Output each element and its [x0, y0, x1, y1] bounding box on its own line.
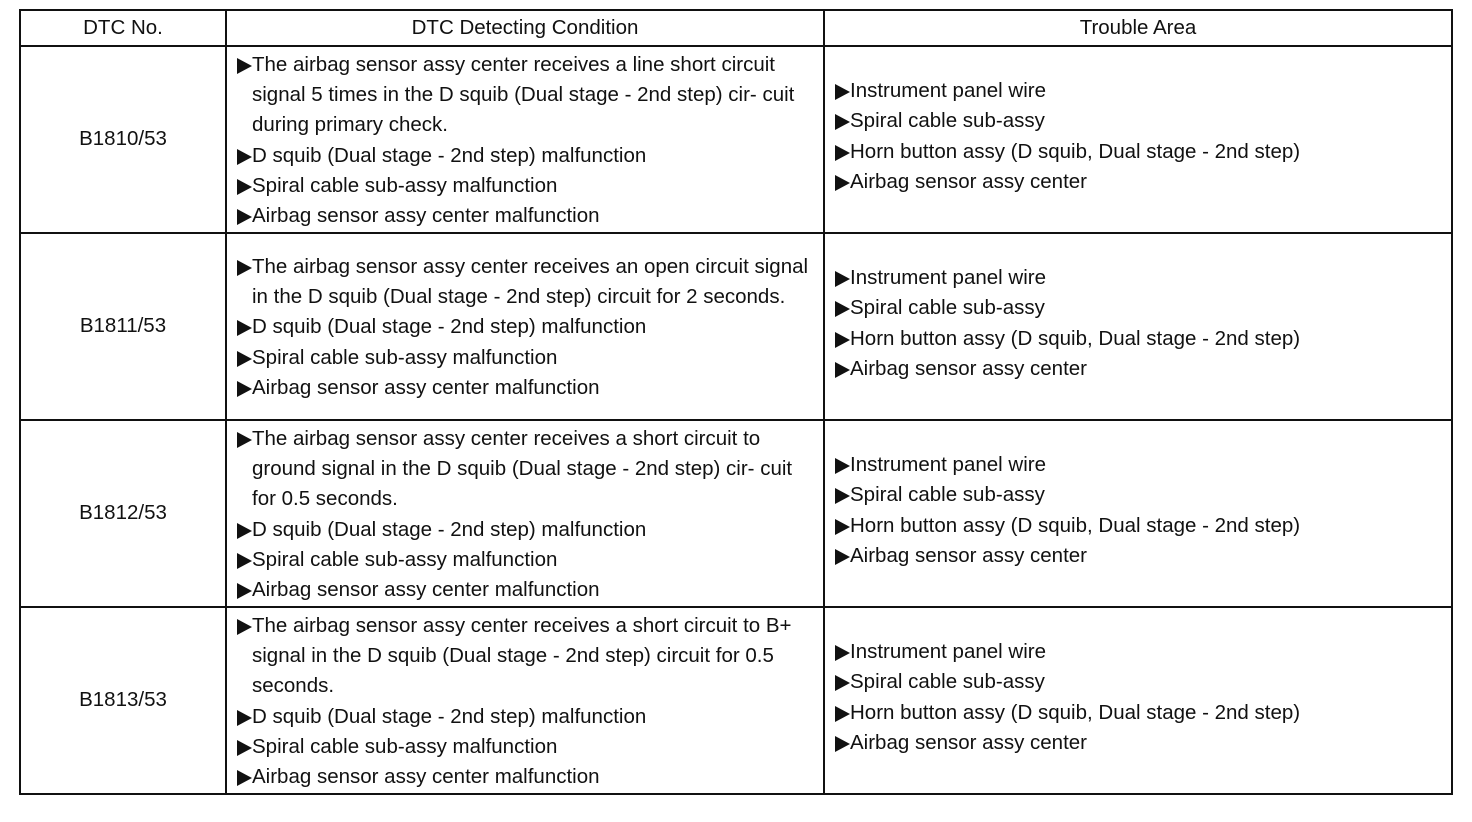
table-row — [20, 46, 1452, 233]
area-text: Horn button assy (D squib, Dual stage - 2nd step) — [850, 139, 1301, 163]
dtc-code: B1810/53 — [20, 46, 226, 233]
area-text: Spiral cable sub-assy — [850, 296, 1045, 320]
list-item — [835, 137, 1451, 167]
condition-text: Airbag sensor assy center malfunction — [252, 578, 600, 602]
arrow-bullet-icon — [237, 260, 252, 276]
table-row — [20, 607, 1452, 794]
area-text: Airbag sensor assy center — [850, 169, 1088, 193]
table-row — [20, 233, 1452, 420]
arrow-bullet-icon — [237, 770, 252, 786]
condition-text: The airbag sensor assy center receives a short circuit to B+ signal in the D squib (Dual stage - 2nd step) circuit for 0.5 seconds. — [252, 613, 792, 698]
dtc-table — [19, 9, 1453, 795]
dtc-code: B1812/53 — [20, 420, 226, 607]
arrow-bullet-icon — [835, 175, 850, 191]
condition-text: The airbag sensor assy center receives an open circuit signal in the D squib (Dual stage - 2nd step) circuit for 2 seconds. — [252, 254, 809, 309]
arrow-bullet-icon — [237, 619, 252, 635]
list-item — [835, 511, 1451, 541]
header-condition: DTC Detecting Condition — [226, 10, 824, 46]
list-item — [835, 76, 1451, 106]
arrow-bullet-icon — [237, 710, 252, 726]
list-item — [835, 541, 1451, 571]
area-text: Instrument panel wire — [850, 265, 1046, 289]
arrow-bullet-icon — [835, 145, 850, 161]
condition-text: The airbag sensor assy center receives a line short circuit signal 5 times in the D squib (Dual stage - 2nd step) cir- cuit during primary check. — [252, 52, 795, 137]
list-item — [237, 343, 823, 373]
list-item — [835, 450, 1451, 480]
condition-text: D squib (Dual stage - 2nd step) malfunction — [252, 704, 647, 728]
arrow-bullet-icon — [237, 553, 252, 569]
arrow-bullet-icon — [835, 332, 850, 348]
list-item — [835, 728, 1451, 758]
arrow-bullet-icon — [835, 458, 850, 474]
arrow-bullet-icon — [237, 351, 252, 367]
arrow-bullet-icon — [835, 362, 850, 378]
arrow-bullet-icon — [835, 736, 850, 752]
list-item — [835, 480, 1451, 510]
area-text: Spiral cable sub-assy — [850, 670, 1045, 694]
list-item — [835, 324, 1451, 354]
arrow-bullet-icon — [835, 645, 850, 661]
condition-text: Spiral cable sub-assy malfunction — [252, 345, 558, 369]
condition-text: Airbag sensor assy center malfunction — [252, 204, 600, 228]
header-row — [20, 10, 1452, 46]
area-text: Spiral cable sub-assy — [850, 109, 1045, 133]
list-item — [237, 545, 823, 575]
area-text: Instrument panel wire — [850, 452, 1046, 476]
list-item — [237, 50, 823, 141]
list-item — [237, 575, 823, 605]
list-item — [237, 171, 823, 201]
arrow-bullet-icon — [237, 432, 252, 448]
condition-cell — [226, 607, 824, 794]
list-item — [835, 263, 1451, 293]
arrow-bullet-icon — [237, 149, 252, 165]
condition-text: Airbag sensor assy center malfunction — [252, 375, 600, 399]
arrow-bullet-icon — [237, 583, 252, 599]
list-item — [835, 106, 1451, 136]
condition-text: Spiral cable sub-assy malfunction — [252, 173, 558, 197]
condition-text: The airbag sensor assy center receives a short circuit to ground signal in the D squib (Dual stage - 2nd step) cir- cuit for 0.5 seconds. — [252, 426, 793, 511]
list-item — [237, 373, 823, 403]
list-item — [237, 762, 823, 792]
list-item — [237, 732, 823, 762]
area-text: Horn button assy (D squib, Dual stage - 2nd step) — [850, 700, 1301, 724]
arrow-bullet-icon — [835, 675, 850, 691]
arrow-bullet-icon — [237, 320, 252, 336]
list-item — [237, 141, 823, 171]
dtc-code: B1811/53 — [20, 233, 226, 420]
arrow-bullet-icon — [237, 523, 252, 539]
trouble-area-cell — [824, 420, 1452, 607]
header-dtc-no: DTC No. — [20, 10, 226, 46]
arrow-bullet-icon — [835, 549, 850, 565]
arrow-bullet-icon — [835, 706, 850, 722]
list-item — [835, 293, 1451, 323]
condition-text: Spiral cable sub-assy malfunction — [252, 547, 558, 571]
condition-cell — [226, 233, 824, 420]
condition-cell — [226, 46, 824, 233]
area-text: Horn button assy (D squib, Dual stage - 2nd step) — [850, 513, 1301, 537]
list-item — [237, 201, 823, 231]
list-item — [237, 515, 823, 545]
arrow-bullet-icon — [835, 488, 850, 504]
header-trouble-area: Trouble Area — [824, 10, 1452, 46]
arrow-bullet-icon — [835, 519, 850, 535]
list-item — [237, 424, 823, 515]
arrow-bullet-icon — [237, 209, 252, 225]
trouble-area-cell — [824, 607, 1452, 794]
arrow-bullet-icon — [237, 58, 252, 74]
list-item — [237, 312, 823, 342]
arrow-bullet-icon — [237, 740, 252, 756]
area-text: Horn button assy (D squib, Dual stage - 2nd step) — [850, 326, 1301, 350]
arrow-bullet-icon — [835, 301, 850, 317]
list-item — [835, 354, 1451, 384]
dtc-code: B1813/53 — [20, 607, 226, 794]
trouble-area-cell — [824, 46, 1452, 233]
list-item — [835, 167, 1451, 197]
area-text: Instrument panel wire — [850, 639, 1046, 663]
list-item — [835, 637, 1451, 667]
condition-text: D squib (Dual stage - 2nd step) malfunction — [252, 315, 647, 339]
arrow-bullet-icon — [835, 114, 850, 130]
arrow-bullet-icon — [237, 179, 252, 195]
arrow-bullet-icon — [237, 381, 252, 397]
condition-text: D squib (Dual stage - 2nd step) malfunction — [252, 143, 647, 167]
condition-text: D squib (Dual stage - 2nd step) malfunction — [252, 517, 647, 541]
area-text: Airbag sensor assy center — [850, 730, 1088, 754]
arrow-bullet-icon — [835, 271, 850, 287]
list-item — [835, 667, 1451, 697]
condition-text: Spiral cable sub-assy malfunction — [252, 734, 558, 758]
area-text: Spiral cable sub-assy — [850, 483, 1045, 507]
condition-cell — [226, 420, 824, 607]
list-item — [835, 698, 1451, 728]
trouble-area-cell — [824, 233, 1452, 420]
condition-text: Airbag sensor assy center malfunction — [252, 765, 600, 789]
arrow-bullet-icon — [835, 84, 850, 100]
list-item — [237, 252, 823, 313]
area-text: Airbag sensor assy center — [850, 356, 1088, 380]
list-item — [237, 702, 823, 732]
area-text: Airbag sensor assy center — [850, 543, 1088, 567]
table-row — [20, 420, 1452, 607]
list-item — [237, 611, 823, 702]
area-text: Instrument panel wire — [850, 78, 1046, 102]
